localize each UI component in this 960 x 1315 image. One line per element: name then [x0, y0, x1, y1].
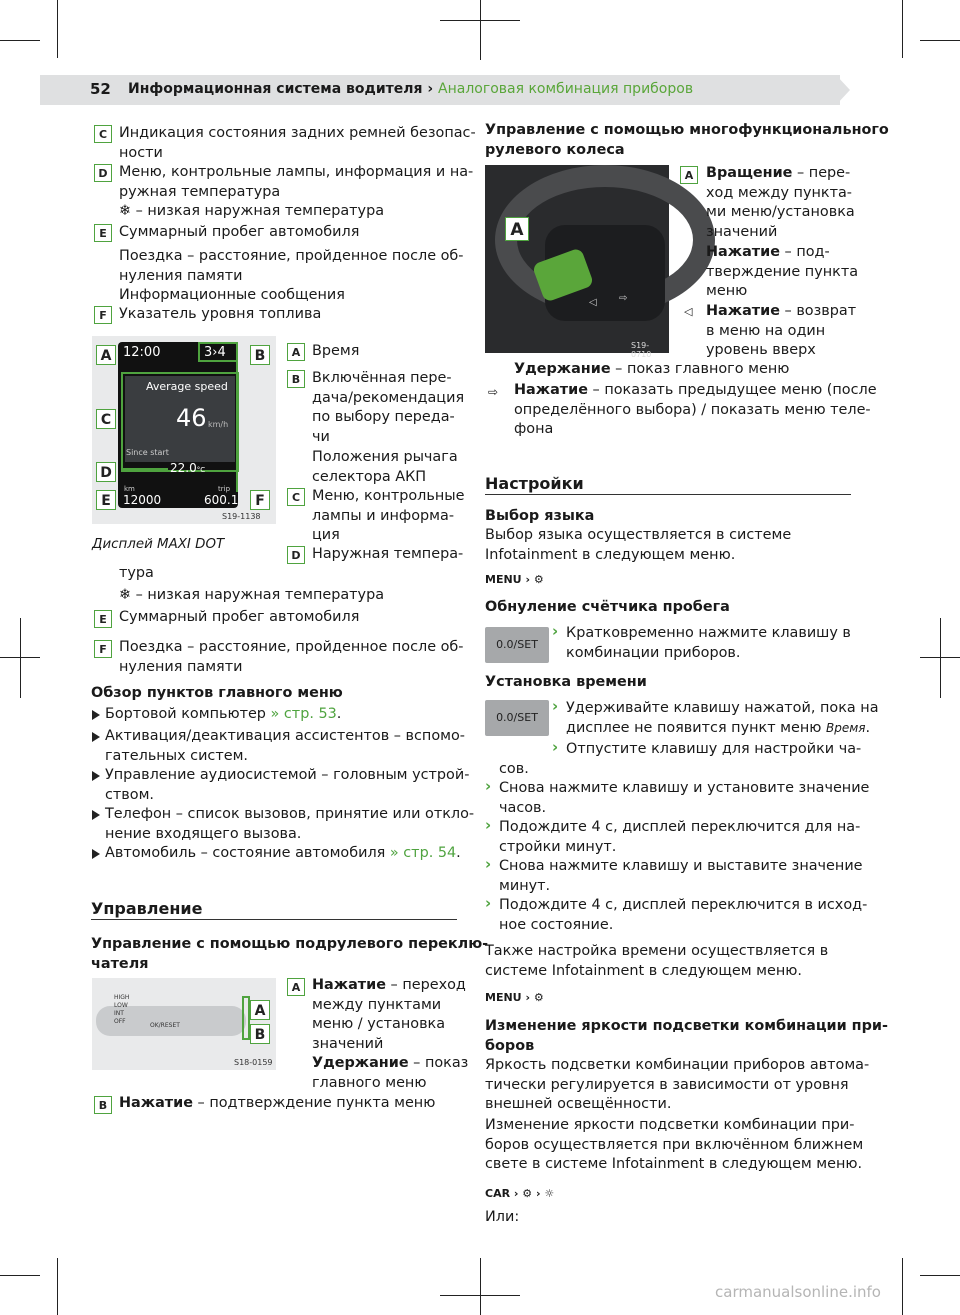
breadcrumb-section: Информационная система водителя — [128, 81, 423, 97]
menu-item: Бортовой компьютер » стр. 53. — [105, 706, 342, 722]
breadcrumb — [128, 81, 693, 97]
display-since: Since start — [126, 448, 169, 457]
breadcrumb-separator: › — [427, 81, 434, 97]
callout-b: B — [250, 1024, 270, 1044]
legend-label-b: B — [94, 1096, 112, 1114]
menu-item: Активация/деактивация ассистентов – вспомо- гательных систем. — [105, 728, 465, 764]
page-link[interactable]: » стр. 53 — [270, 706, 337, 722]
display-odometer: 12000 — [123, 493, 162, 507]
reset-title: Обнуление счётчика пробега — [485, 599, 730, 615]
step-chevron: › — [552, 697, 559, 715]
callout-c: C — [96, 409, 116, 429]
bright-p1: Яркость подсветки комбинации приборов автома- тически регулируется в зависимости от уровня внешней освещённости. — [485, 1057, 870, 1112]
section-rule — [91, 919, 457, 920]
main-menu-heading: Обзор пунктов главного меню — [91, 685, 343, 701]
item-text: Индикация состояния задних ремней безопас- ности — [119, 125, 476, 161]
time-step: Подождите 4 с, дисплей переключится для на- стройки минут. — [499, 819, 861, 855]
lever-a-text: Нажатие – переход между пунктами меню / установка значений — [312, 977, 466, 1052]
bullet-icon — [92, 849, 100, 859]
gear-icon: ⚙ — [533, 991, 544, 1004]
section-heading-settings: Настройки — [485, 474, 584, 493]
step-chevron: › — [485, 816, 492, 834]
wheel-button-left-icon: ◁ — [589, 297, 597, 308]
crop-mark — [920, 1275, 960, 1276]
callout-a: A — [96, 345, 116, 365]
brightness-icon: ☼ — [544, 1187, 555, 1200]
display-km-label: km — [124, 485, 135, 493]
crop-mark — [0, 40, 40, 41]
legend-label-a: A — [287, 978, 305, 996]
menu-item: Телефон – список вызовов, принятие или откло- нение входящего вызова. — [105, 806, 475, 842]
legend-text: Время — [312, 343, 360, 359]
section-heading-control: Управление — [91, 899, 203, 918]
step-chevron: › — [485, 777, 492, 795]
item-text: Информационные сообщения — [119, 287, 345, 303]
step-chevron: › — [485, 855, 492, 873]
label-f: F — [94, 640, 112, 658]
mfsw-press-text: Нажатие – под- тверждение пункта меню — [706, 244, 859, 299]
wheel-button-right-icon: ⇨ — [619, 293, 628, 304]
display-title: Average speed — [146, 380, 228, 393]
label-d: D — [94, 164, 112, 182]
figure-caption: Дисплей MAXI DOT — [92, 537, 225, 552]
display-highlight-b — [198, 342, 238, 362]
wheel-figure — [485, 165, 669, 359]
legend-text: Включённая пере- дача/рекомендация по выбору переда- чи — [312, 370, 465, 445]
crop-mark — [0, 1275, 40, 1276]
callout-a: A — [505, 217, 529, 241]
bright-p2: Изменение яркости подсветки комбинации при- боров осуществляется при включённом ближнем свете в системе Infotainment в следующем меню. — [485, 1117, 864, 1172]
back-icon: ◁ — [684, 305, 693, 318]
display-gear: 3›4 — [204, 345, 226, 360]
item-text: тура — [119, 565, 154, 581]
lever-highlight — [242, 996, 250, 1040]
legend-label-a: A — [680, 166, 698, 184]
legend-text: Положения рычага селектора АКП — [312, 449, 458, 485]
display-trip-label: trip — [218, 485, 231, 493]
time-step: Снова нажмите клавишу и выставите значение минут. — [499, 858, 863, 894]
menu-item: Управление аудиосистемой – головным устрой- ством. — [105, 767, 470, 803]
time-also: Также настройка времени осуществляется в системе Infotainment в следующем меню. — [485, 943, 829, 979]
crop-mark — [57, 0, 58, 58]
menu-path: MENU › ⚙ — [485, 573, 544, 586]
gear-icon: ⚙ — [522, 1187, 533, 1200]
crop-mark — [940, 618, 941, 698]
time-title: Установка времени — [485, 674, 647, 690]
display-speed-unit: km/h — [208, 420, 229, 429]
gear-icon: ⚙ — [533, 573, 544, 586]
item-text: ❄ – низкая наружная температура — [119, 203, 385, 219]
step-chevron: › — [485, 894, 492, 912]
bullet-icon — [92, 810, 100, 820]
label-e: E — [94, 610, 112, 628]
crop-mark — [902, 0, 903, 58]
mfsw-heading: Управление с помощью многофункционального рулевого колеса — [485, 122, 889, 158]
legend-label-c: C — [287, 488, 305, 506]
time-step: сов. — [499, 761, 529, 777]
display-temp-line — [122, 468, 168, 470]
page-number: 52 — [90, 80, 111, 98]
mfsw-prev-text: Нажатие – показать предыдущее меню (после определённого выбора) / показать меню теле- фона — [514, 382, 877, 437]
lever-labels: HIGH LOW INT OFF — [114, 994, 130, 1025]
section-rule — [485, 494, 851, 495]
bullet-icon — [92, 732, 100, 742]
watermark: carmanualsonline.info — [715, 1283, 881, 1301]
display-highlight-f — [236, 342, 238, 492]
legend-label-b: B — [287, 370, 305, 388]
item-text: Суммарный пробег автомобиля — [119, 609, 360, 625]
crop-mark — [480, 1258, 481, 1315]
time-step: Отпустите клавишу для настройки ча- — [566, 741, 862, 757]
crop-mark — [902, 1258, 903, 1315]
display-temperature: 22.0°C — [170, 461, 206, 475]
item-text: Указатель уровня топлива — [119, 306, 322, 322]
mfsw-hold-text: Удержание – показ главного меню — [514, 361, 790, 377]
mfsw-back-text: Нажатие – возврат в меню на один уровень вверх — [706, 303, 857, 358]
callout-f: F — [250, 490, 270, 510]
callout-b: B — [250, 345, 270, 365]
lever-b-text: Нажатие – подтверждение пункта меню — [119, 1095, 436, 1111]
prev-icon: ⇨ — [488, 385, 499, 399]
figure-code: S18-0159 — [234, 1058, 273, 1067]
reset-key[interactable]: 0.0/SET — [485, 627, 549, 663]
menu-path: MENU › ⚙ — [485, 991, 544, 1004]
page-link[interactable]: » стр. 54 — [389, 845, 457, 861]
legend-label-a: A — [287, 343, 305, 361]
callout-a: A — [250, 1000, 270, 1020]
item-text: Меню, контрольные лампы, информация и на- ружная температура — [119, 164, 474, 200]
lever-a-hold: Удержание – показ главного меню — [312, 1055, 469, 1091]
step-chevron: › — [552, 622, 559, 640]
display-time: 12:00 — [123, 345, 161, 360]
legend-text: Меню, контрольные лампы и информа- ция — [312, 488, 465, 543]
time-step: Подождите 4 с, дисплей переключится в исход- ное состояние. — [499, 897, 868, 933]
figure-code: S19-0710 — [631, 341, 652, 359]
label-c: C — [94, 125, 112, 143]
mfsw-a-text: Вращение – пере- ход между пункта- ми меню/установка значений — [706, 165, 855, 240]
lever-figure — [92, 978, 276, 1070]
bullet-icon — [92, 771, 100, 781]
lang-title: Выбор языка — [485, 508, 595, 524]
reset-step: Кратковременно нажмите клавишу в комбинации приборов. — [566, 625, 851, 661]
legend-label-d: D — [287, 546, 305, 564]
lever-ok-reset: OK/RESET — [150, 1022, 180, 1029]
time-key[interactable]: 0.0/SET — [485, 700, 549, 736]
figure-code: S19-1138 — [222, 512, 261, 521]
lever-heading: Управление с помощью подрулевого переклю- чателя — [91, 936, 489, 972]
menu-path: CAR › ⚙ › ☼ — [485, 1187, 555, 1200]
callout-d: D — [96, 462, 116, 482]
display-speed: 46 — [176, 404, 207, 432]
page-header-arrow — [836, 75, 850, 105]
callout-e: E — [96, 490, 116, 510]
item-text: Поездка – расстояние, пройденное после об- нуления памяти — [119, 639, 464, 675]
or-text: Или: — [485, 1209, 520, 1225]
label-e: E — [94, 224, 112, 242]
item-text: Поездка – расстояние, пройденное после об- нуления памяти — [119, 248, 464, 284]
crop-mark — [480, 0, 481, 60]
menu-item: Автомобиль – состояние автомобиля » стр. 54. — [105, 845, 461, 861]
item-text: Суммарный пробег автомобиля — [119, 224, 360, 240]
step-chevron: › — [552, 738, 559, 756]
breadcrumb-subsection: Аналоговая комбинация приборов — [438, 81, 694, 97]
display-figure — [92, 336, 276, 524]
bullet-icon — [92, 710, 100, 720]
bright-title: Изменение яркости подсветки комбинации при- боров — [485, 1018, 888, 1054]
crop-mark — [20, 618, 21, 698]
crop-mark — [920, 40, 960, 41]
display-trip: 600.1 — [204, 493, 239, 507]
time-step: Удерживайте клавишу нажатой, пока на дисплее не появится пункт меню Время. — [566, 700, 879, 736]
lang-text: Выбор языка осуществляется в системе Infotainment в следующем меню. — [485, 527, 792, 563]
legend-text: Наружная темпера- — [312, 546, 464, 562]
time-step: Снова нажмите клавишу и установите значение часов. — [499, 780, 870, 816]
item-text: ❄ – низкая наружная температура — [119, 587, 385, 603]
crop-mark — [57, 1258, 58, 1315]
label-f: F — [94, 306, 112, 324]
